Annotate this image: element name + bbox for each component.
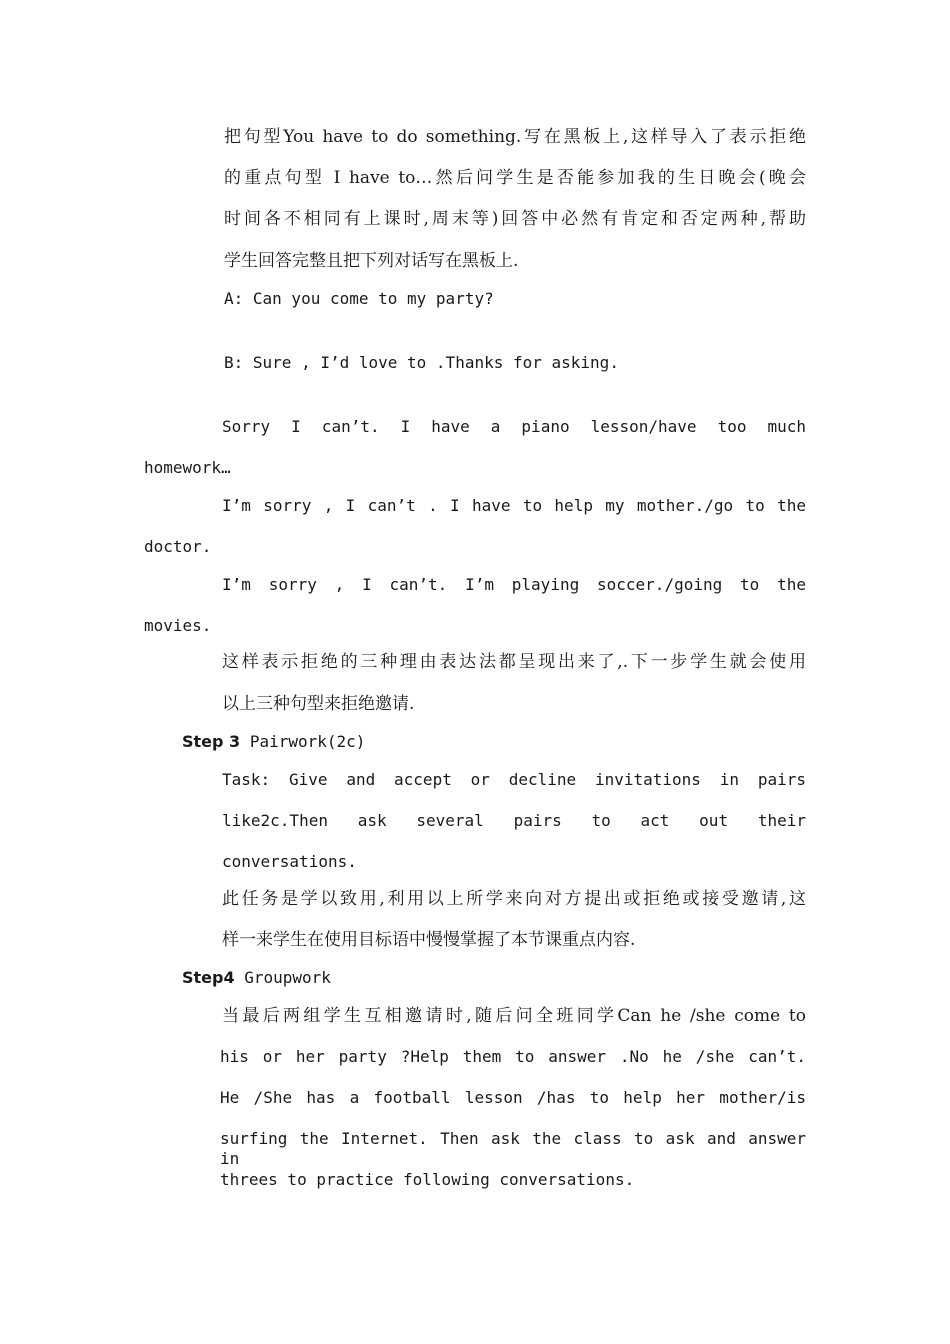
step4-title: Groupwork (234, 968, 331, 987)
step4-label: Step4 (182, 968, 235, 987)
step4-paragraph-line-5: threes to practice following conversations. (220, 1170, 635, 1189)
step3-label: Step 3 (182, 732, 241, 751)
summary-paragraph-line-2: 以上三种句型来拒绝邀请. (222, 694, 415, 714)
step3-note-line-1: 此任务是学以致用,利用以上所学来向对方提出或拒绝或接受邀请,这 (222, 889, 806, 909)
dialogue-decline-2-line-1: I’m sorry , I can’t . I have to help my mother./go to the (222, 496, 806, 515)
dialogue-accept-answer: B: Sure , I’d love to .Thanks for asking. (224, 353, 619, 372)
dialogue-decline-3-line-2: movies. (144, 616, 212, 635)
step3-task-line-3: conversations. (222, 852, 357, 871)
dialogue-decline-1-line-1: Sorry I can’t. I have a piano lesson/have too much (222, 417, 806, 436)
dialogue-decline-3-line-1: I’m sorry , I can’t. I’m playing soccer./going to the (222, 575, 806, 594)
step3-task-line-2: like2c.Then ask several pairs to act out their (222, 811, 806, 830)
summary-paragraph-line-1: 这样表示拒绝的三种理由表达法都呈现出来了,.下一步学生就会使用 (222, 652, 806, 672)
intro-paragraph-line-2: 的重点句型 I have to…然后问学生是否能参加我的生日晚会(晚会 (224, 168, 806, 188)
step3-title: Pairwork(2c) (240, 732, 366, 751)
dialogue-question: A: Can you come to my party? (224, 289, 494, 308)
dialogue-decline-1-line-2: homework… (144, 458, 231, 477)
step3-heading (182, 732, 365, 752)
dialogue-decline-2-line-2: doctor. (144, 537, 212, 556)
intro-paragraph-line-3: 时间各不相同有上课时,周末等)回答中必然有肯定和否定两种,帮助 (224, 209, 806, 229)
intro-paragraph-line-4: 学生回答完整且把下列对话写在黑板上. (224, 251, 519, 271)
step4-paragraph-line-3: He /She has a football lesson /has to help her mother/is (220, 1088, 806, 1107)
intro-paragraph-line-1: 把句型You have to do something.写在黑板上,这样导入了表示拒绝 (224, 127, 806, 147)
step4-paragraph-line-1: 当最后两组学生互相邀请时,随后问全班同学Can he /she come to (222, 1006, 806, 1026)
step4-paragraph-line-4: surfing the Internet. Then ask the class to ask and answer in (220, 1129, 806, 1168)
step4-paragraph-line-2: his or her party ?Help them to answer .No he /she can’t. (220, 1047, 806, 1066)
step3-note-line-2: 样一来学生在使用目标语中慢慢掌握了本节课重点内容. (222, 930, 636, 950)
step3-task-line-1: Task: Give and accept or decline invitations in pairs (222, 770, 806, 789)
step4-heading (182, 968, 331, 988)
